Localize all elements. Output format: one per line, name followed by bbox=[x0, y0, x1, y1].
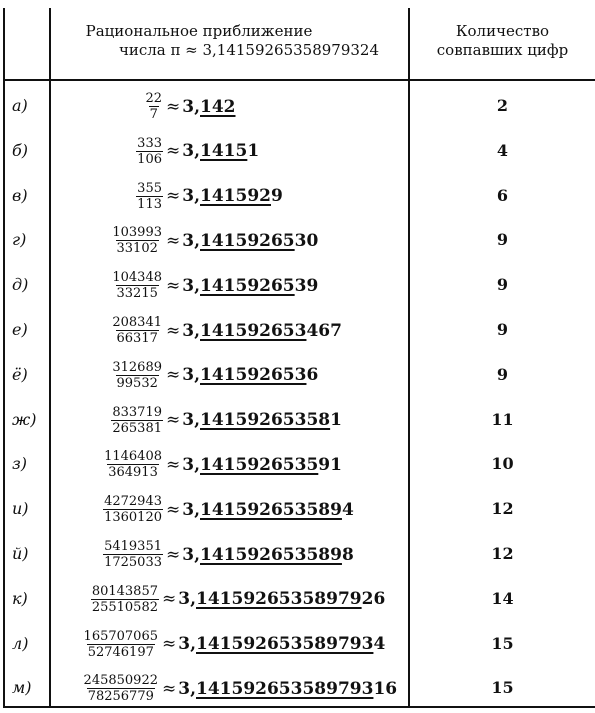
table-row bbox=[0, 174, 595, 219]
fraction bbox=[103, 494, 163, 525]
fraction-numerator: 333 bbox=[137, 135, 162, 151]
match-count: 11 bbox=[491, 409, 514, 429]
approx-sign: ≈ bbox=[166, 275, 181, 296]
header-count-line2: совпавших цифр bbox=[436, 41, 569, 59]
approximation-cell bbox=[52, 532, 408, 577]
approximation-cell bbox=[52, 129, 408, 174]
row-label: з) bbox=[12, 454, 27, 474]
approximation-cell bbox=[52, 308, 408, 353]
decimal-integer-part: 3, bbox=[182, 275, 200, 296]
fraction-numerator: 245850922 bbox=[83, 673, 158, 689]
matching-digits: 14159265358 bbox=[200, 410, 331, 431]
fraction-denominator: 33215 bbox=[116, 286, 158, 302]
fraction-numerator: 208341 bbox=[112, 315, 162, 330]
decimal-value bbox=[166, 186, 283, 206]
decimal-value bbox=[166, 141, 259, 161]
decimal-value bbox=[166, 365, 318, 385]
row-label: и) bbox=[12, 499, 29, 519]
decimal-integer-part: 3, bbox=[182, 499, 200, 520]
matching-digits: 14159265358979 bbox=[196, 589, 362, 610]
fraction bbox=[111, 405, 163, 436]
non-matching-digits: 467 bbox=[306, 320, 342, 341]
decimal-integer-part: 3, bbox=[178, 589, 196, 610]
fraction bbox=[83, 629, 159, 660]
decimal-value bbox=[162, 679, 397, 699]
row-label: в) bbox=[12, 185, 28, 205]
fraction bbox=[111, 225, 163, 256]
approx-sign: ≈ bbox=[166, 230, 181, 251]
non-matching-digits: 4 bbox=[373, 634, 386, 655]
table-row bbox=[0, 532, 595, 577]
header-divider bbox=[3, 79, 595, 81]
fraction bbox=[111, 360, 163, 391]
fraction-numerator: 22 bbox=[145, 91, 162, 106]
matching-digits: 141592653589793 bbox=[196, 634, 374, 655]
approximation-cell bbox=[52, 442, 408, 487]
decimal-value bbox=[166, 455, 342, 475]
approximation-cell bbox=[52, 263, 408, 308]
row-label: а) bbox=[12, 96, 28, 115]
decimal-value bbox=[166, 231, 318, 251]
fraction-denominator: 1725033 bbox=[104, 555, 162, 570]
decimal-value bbox=[162, 589, 385, 609]
non-matching-digits: 1 bbox=[330, 410, 342, 431]
fraction-numerator: 355 bbox=[137, 180, 162, 196]
non-matching-digits: 16 bbox=[373, 678, 398, 699]
approx-sign: ≈ bbox=[162, 589, 177, 610]
row-label: м) bbox=[12, 678, 32, 698]
fraction bbox=[144, 91, 163, 122]
header-approximation-line1: Рациональное приближение bbox=[85, 22, 313, 40]
approximation-cell bbox=[52, 666, 408, 711]
approx-sign: ≈ bbox=[166, 499, 181, 520]
match-count: 10 bbox=[491, 454, 514, 474]
match-count: 12 bbox=[491, 499, 514, 519]
row-label: ё) bbox=[12, 364, 28, 384]
table-row bbox=[0, 263, 595, 308]
fraction bbox=[103, 539, 163, 570]
fraction-denominator: 66317 bbox=[116, 331, 158, 346]
fraction-denominator: 1360120 bbox=[104, 510, 162, 526]
match-count: 9 bbox=[496, 275, 509, 295]
matching-digits: 141592653589793 bbox=[196, 678, 374, 699]
matching-digits: 14159265 bbox=[200, 230, 295, 251]
fraction-numerator: 103993 bbox=[112, 225, 162, 241]
fraction-numerator: 165707065 bbox=[83, 628, 158, 644]
fraction bbox=[111, 270, 163, 301]
matching-digits: 141592653589 bbox=[200, 499, 342, 520]
decimal-integer-part: 3, bbox=[178, 634, 196, 655]
matching-digits: 141592 bbox=[200, 186, 271, 207]
table-row bbox=[0, 218, 595, 263]
row-label: л) bbox=[12, 633, 29, 653]
approximation-cell bbox=[52, 577, 408, 622]
row-label: д) bbox=[12, 275, 29, 295]
fraction-numerator: 80143857 bbox=[91, 583, 158, 599]
approx-sign: ≈ bbox=[166, 96, 181, 117]
approximation-cell bbox=[52, 622, 408, 667]
non-matching-digits: 39 bbox=[294, 275, 319, 296]
fraction bbox=[136, 136, 163, 167]
row-label: к) bbox=[12, 588, 28, 608]
matching-digits: 141592653589 bbox=[200, 544, 342, 565]
approximation-cell bbox=[52, 218, 408, 263]
approximation-cell bbox=[52, 174, 408, 219]
fraction bbox=[103, 449, 163, 480]
matching-digits: 1415 bbox=[200, 141, 248, 162]
fraction-denominator: 78256779 bbox=[87, 689, 154, 705]
fraction-numerator: 1146408 bbox=[104, 449, 162, 465]
fraction-denominator: 7 bbox=[149, 107, 158, 122]
fraction-denominator: 265381 bbox=[112, 420, 162, 436]
match-count: 9 bbox=[496, 230, 509, 250]
non-matching-digits: 4 bbox=[341, 499, 354, 520]
non-matching-digits: 9 bbox=[270, 186, 283, 207]
non-matching-digits: 26 bbox=[361, 589, 386, 610]
decimal-integer-part: 3, bbox=[182, 320, 200, 341]
approx-sign: ≈ bbox=[166, 141, 181, 162]
fraction-numerator: 5419351 bbox=[104, 539, 162, 554]
row-label: ж) bbox=[12, 409, 37, 429]
decimal-value bbox=[166, 321, 342, 341]
header-count-line1: Количество bbox=[455, 22, 550, 40]
decimal-value bbox=[166, 276, 318, 296]
decimal-value bbox=[166, 410, 342, 430]
match-count: 14 bbox=[491, 588, 514, 608]
approx-sign: ≈ bbox=[162, 634, 177, 655]
approx-sign: ≈ bbox=[166, 320, 181, 341]
approximation-cell bbox=[52, 487, 408, 532]
matching-digits: 1415926535 bbox=[200, 454, 319, 475]
fraction-denominator: 364913 bbox=[108, 465, 158, 481]
match-count: 15 bbox=[491, 678, 514, 698]
decimal-integer-part: 3, bbox=[182, 454, 200, 475]
decimal-integer-part: 3, bbox=[182, 365, 200, 386]
fraction-denominator: 52746197 bbox=[87, 644, 154, 660]
table-row bbox=[0, 442, 595, 487]
decimal-integer-part: 3, bbox=[182, 141, 200, 162]
fraction bbox=[136, 181, 163, 212]
fraction-denominator: 25510582 bbox=[91, 599, 158, 615]
decimal-value bbox=[162, 634, 385, 654]
match-count: 4 bbox=[496, 140, 509, 160]
fraction-numerator: 833719 bbox=[112, 404, 162, 420]
approximation-cell bbox=[52, 84, 408, 129]
row-label: г) bbox=[12, 230, 27, 250]
match-count: 9 bbox=[496, 364, 509, 384]
matching-digits: 14159265 bbox=[200, 275, 295, 296]
non-matching-digits: 1 bbox=[247, 141, 260, 162]
non-matching-digits: 8 bbox=[341, 544, 354, 565]
match-count: 6 bbox=[496, 185, 509, 205]
approx-sign: ≈ bbox=[166, 365, 181, 386]
table-row bbox=[0, 577, 595, 622]
approximation-cell bbox=[52, 353, 408, 398]
header-match-count bbox=[410, 22, 595, 60]
header-approximation-line2: числа π ≈ 3,14159265358979324 bbox=[118, 41, 380, 59]
decimal-integer-part: 3, bbox=[182, 410, 200, 431]
fraction bbox=[91, 584, 159, 615]
table-row bbox=[0, 398, 595, 443]
match-count: 12 bbox=[491, 544, 514, 563]
decimal-integer-part: 3, bbox=[182, 544, 200, 565]
approx-sign: ≈ bbox=[166, 410, 181, 431]
matching-digits: 142 bbox=[200, 96, 236, 117]
decimal-integer-part: 3, bbox=[182, 96, 200, 117]
non-matching-digits: 30 bbox=[294, 230, 319, 251]
decimal-value bbox=[166, 500, 354, 520]
header-approximation bbox=[52, 22, 406, 60]
approx-sign: ≈ bbox=[166, 454, 181, 475]
non-matching-digits: 6 bbox=[306, 365, 319, 386]
table-row bbox=[0, 622, 595, 667]
matching-digits: 141592653 bbox=[200, 365, 307, 386]
decimal-integer-part: 3, bbox=[182, 230, 200, 251]
fraction-denominator: 33102 bbox=[116, 241, 158, 257]
approx-sign: ≈ bbox=[166, 544, 181, 565]
match-count: 15 bbox=[491, 633, 514, 653]
table-row bbox=[0, 84, 595, 129]
decimal-value bbox=[166, 97, 236, 117]
decimal-integer-part: 3, bbox=[182, 186, 200, 207]
approx-sign: ≈ bbox=[166, 186, 181, 207]
fraction-numerator: 104348 bbox=[112, 270, 162, 286]
matching-digits: 141592653 bbox=[200, 320, 307, 341]
fraction-denominator: 99532 bbox=[116, 375, 158, 391]
table-row bbox=[0, 666, 595, 711]
approximation-cell bbox=[52, 398, 408, 443]
fraction bbox=[111, 315, 163, 346]
fraction-denominator: 113 bbox=[137, 196, 162, 212]
non-matching-digits: 91 bbox=[318, 454, 342, 475]
row-label: й) bbox=[12, 544, 29, 563]
fraction bbox=[83, 673, 159, 704]
table-row bbox=[0, 353, 595, 398]
decimal-integer-part: 3, bbox=[178, 678, 196, 699]
match-count: 9 bbox=[496, 320, 509, 339]
fraction-numerator: 312689 bbox=[112, 359, 162, 375]
fraction-denominator: 106 bbox=[137, 151, 162, 167]
row-label: б) bbox=[12, 140, 29, 160]
decimal-value bbox=[166, 545, 354, 565]
table-row bbox=[0, 487, 595, 532]
approx-sign: ≈ bbox=[162, 678, 177, 699]
match-count: 2 bbox=[496, 96, 509, 115]
table-row bbox=[0, 308, 595, 353]
table-row bbox=[0, 129, 595, 174]
fraction-numerator: 4272943 bbox=[104, 494, 162, 510]
row-label: е) bbox=[12, 320, 28, 339]
